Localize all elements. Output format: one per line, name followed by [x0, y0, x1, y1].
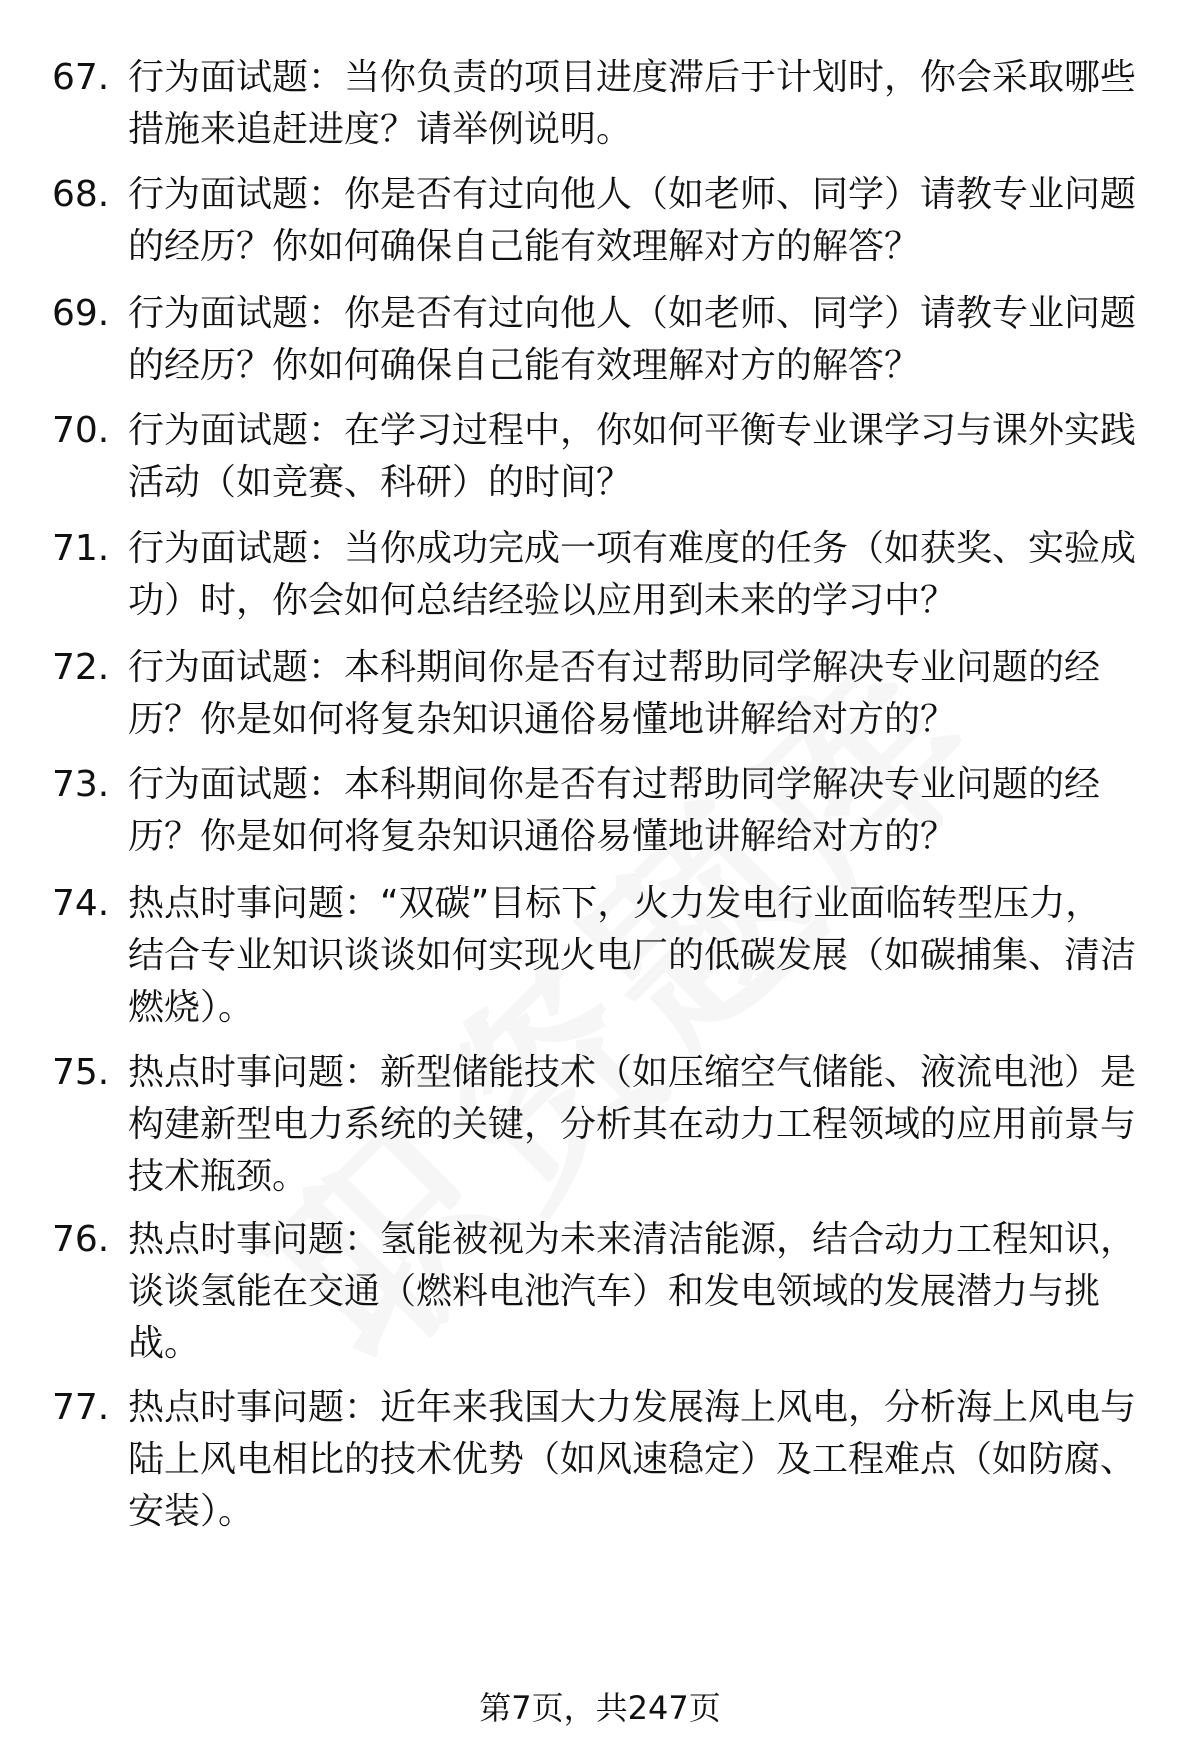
- question-number: 73.: [52, 764, 110, 805]
- question-text-line: 功）时，你会如何总结经验以应用到未来的学习中？: [128, 580, 957, 621]
- question-number: 68.: [52, 174, 110, 215]
- question-text-line: 技术瓶颈。: [128, 1156, 309, 1197]
- question-text-line: 谈谈氢能在交通（燃料电池汽车）和发电领域的发展潜力与挑: [128, 1271, 1101, 1312]
- question-text-line: 热点时事问题：近年来我国大力发展海上风电，分析海上风电与: [128, 1387, 1137, 1428]
- question-text-line: 活动（如竞赛、科研）的时间？: [128, 462, 633, 503]
- question-text-line: 热点时事问题：新型储能技术（如压缩空气储能、液流电池）是: [128, 1052, 1137, 1093]
- question-text-line: 行为面试题：当你成功完成一项有难度的任务（如获奖、实验成: [128, 528, 1137, 569]
- question-number: 67.: [52, 57, 110, 98]
- question-number: 76.: [52, 1219, 110, 1260]
- question-text-line: 历？你是如何将复杂知识通俗易懂地讲解给对方的？: [128, 699, 957, 740]
- question-text-line: 行为面试题：你是否有过向他人（如老师、同学）请教专业问题: [128, 174, 1137, 215]
- question-number: 72.: [52, 647, 110, 688]
- page-number-footer: 第7页，共247页: [479, 1689, 721, 1727]
- question-number: 77.: [52, 1387, 110, 1428]
- question-text-line: 的经历？你如何确保自己能有效理解对方的解答？: [128, 226, 921, 267]
- question-text-line: 燃烧）。: [128, 987, 255, 1028]
- question-text-line: 行为面试题：在学习过程中，你如何平衡专业课学习与课外实践: [128, 410, 1137, 451]
- question-text-line: 安装）。: [128, 1491, 255, 1532]
- question-text-line: 陆上风电相比的技术优势（如风速稳定）及工程难点（如防腐、: [128, 1439, 1137, 1480]
- question-text-line: 战。: [128, 1323, 201, 1364]
- question-text-line: 热点时事问题：氢能被视为未来清洁能源，结合动力工程知识，: [128, 1219, 1137, 1260]
- question-text-line: 的经历？你如何确保自己能有效理解对方的解答？: [128, 345, 921, 386]
- question-number: 70.: [52, 410, 110, 451]
- question-text-line: 行为面试题：本科期间你是否有过帮助同学解决专业问题的经: [128, 647, 1101, 688]
- question-text-line: 措施来追赶进度？请举例说明。: [128, 109, 633, 150]
- question-text-line: 行为面试题：你是否有过向他人（如老师、同学）请教专业问题: [128, 293, 1137, 334]
- question-number: 75.: [52, 1052, 110, 1093]
- question-number: 71.: [52, 528, 110, 569]
- question-text-line: 历？你是如何将复杂知识通俗易懂地讲解给对方的？: [128, 816, 957, 857]
- question-number: 74.: [52, 883, 110, 924]
- question-text-line: 结合专业知识谈谈如何实现火电厂的低碳发展（如碳捕集、清洁: [128, 935, 1137, 976]
- question-number: 69.: [52, 293, 110, 334]
- question-text-line: 行为面试题：本科期间你是否有过帮助同学解决专业问题的经: [128, 764, 1101, 805]
- question-text-line: 热点时事问题：“双碳”目标下，火力发电行业面临转型压力，: [128, 883, 1102, 924]
- question-text-line: 构建新型电力系统的关键，分析其在动力工程领域的应用前景与: [128, 1104, 1137, 1145]
- question-text-line: 行为面试题：当你负责的项目进度滞后于计划时，你会采取哪些: [128, 57, 1137, 98]
